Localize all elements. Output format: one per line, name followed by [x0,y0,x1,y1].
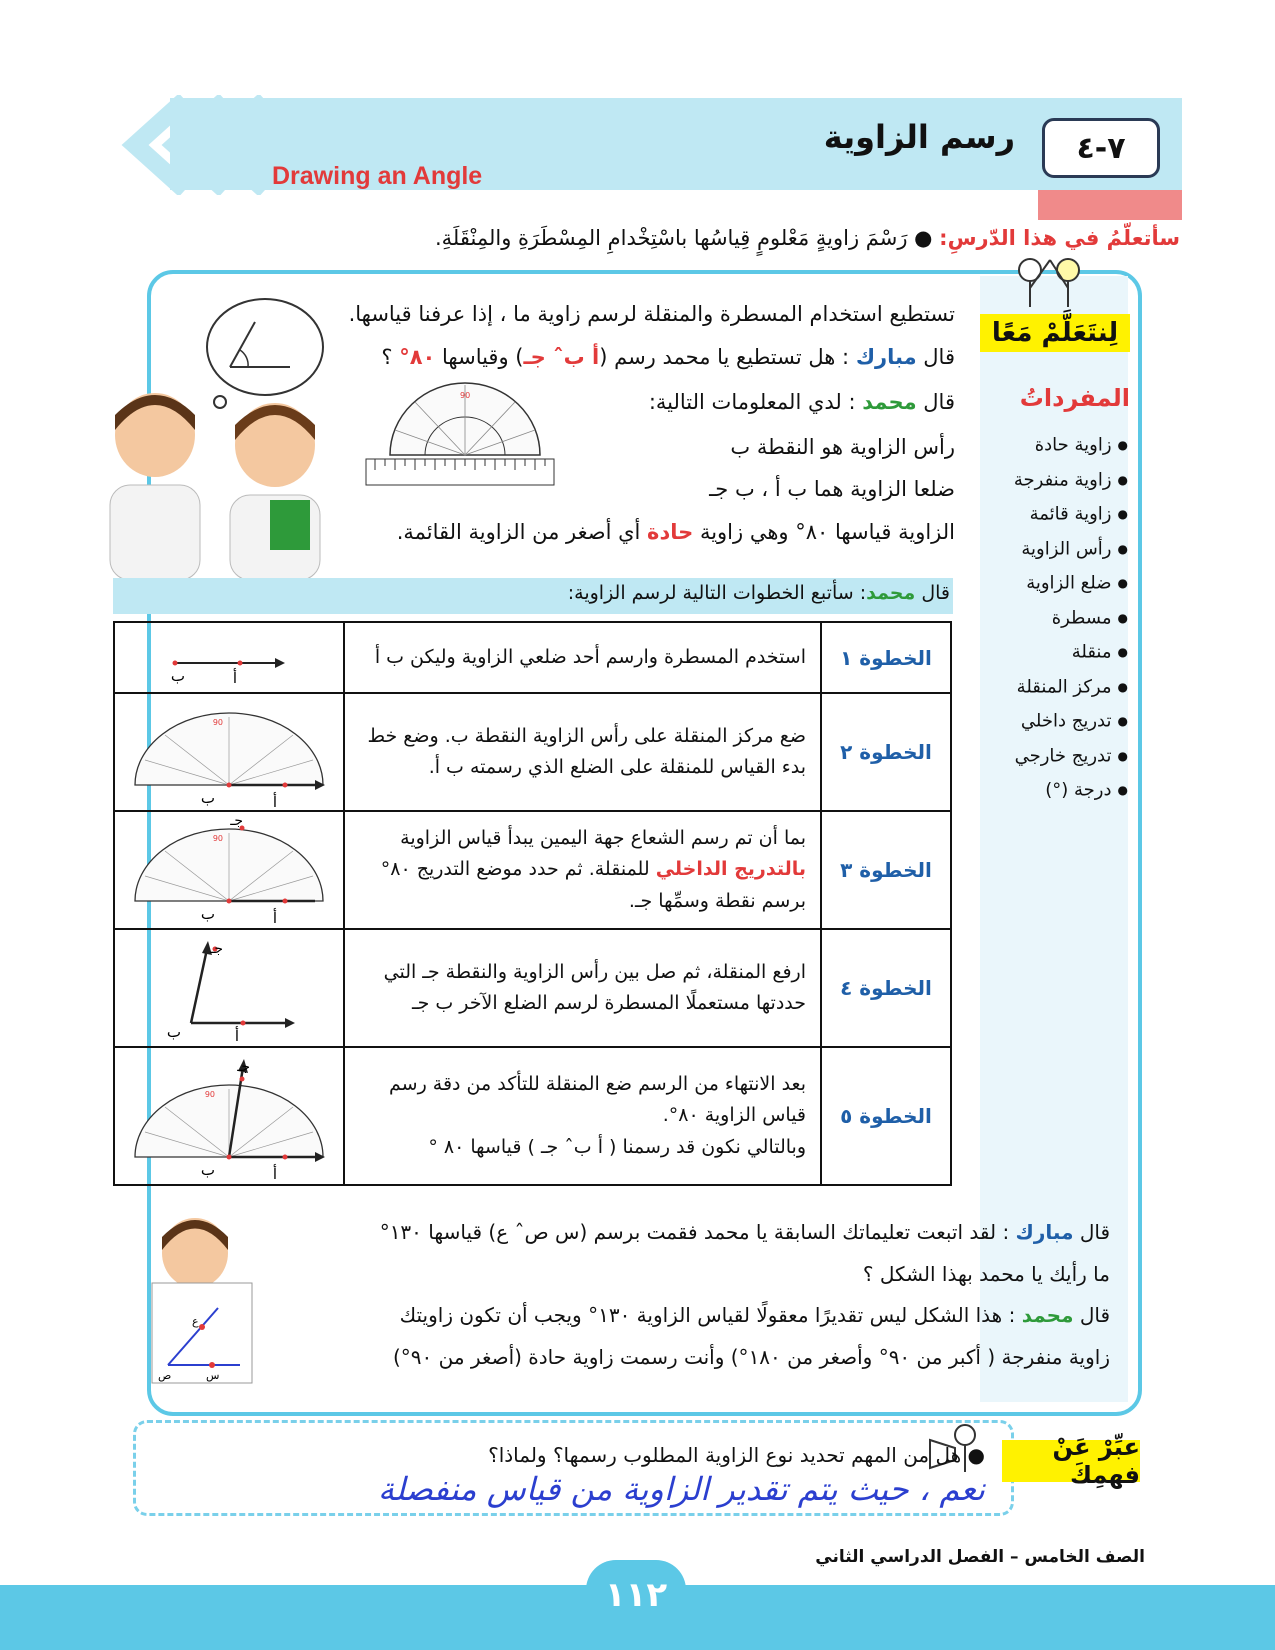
step-text-part: للمنقلة. ثم حدد موضع التدريج ٨٠° برسم نقطة وسمِّها جـ. [380,858,807,912]
step-label: الخطوة ٢ [821,693,951,811]
steps-intro [568,582,950,604]
express-understanding-label: عبِّرْ عَنْ فهمِكَ [1002,1440,1140,1482]
ruler-illustration [365,458,555,488]
intro-text: : هل تستطيع يا محمد رسم ( [599,345,850,369]
page-number: ١١٢ [586,1560,686,1630]
table-row [114,811,951,929]
intro-text: : لدي المعلومات التالية: [648,390,856,414]
label-b: ب [200,904,216,923]
label-c: جـ [230,812,244,829]
table-row [114,1047,951,1185]
vocabulary-item: ● تدريج خارجي [1014,739,1128,774]
intro-text: الزاوية قياسها ٨٠° وهي زاوية [699,520,955,544]
label-a: أ [234,1026,240,1045]
protractor-illustration [385,380,545,460]
dialogue-line [400,1303,1110,1327]
boy-thinking-illustration [100,390,210,580]
table-row [114,622,951,693]
intro-line: تستطيع استخدام المسطرة والمنقلة لرسم زاوية ما ، إذا عرفنا قياسها. [348,302,955,326]
label-a: أ [272,792,278,810]
step3-figure [115,813,343,928]
steps-intro-text: : سأتبع الخطوات التالية لرسم الزاوية: [567,582,867,604]
intro-text: أي أصغر من الزاوية القائمة. [396,520,641,544]
table-row [114,693,951,811]
protractor-mark: 90 [460,391,471,400]
vocabulary-item: ● مسطرة [1014,601,1128,636]
step-label: الخطوة ١ [821,622,951,693]
step-text [344,1047,821,1185]
label-a: أ [232,668,238,687]
label-b: ب [170,666,186,685]
step-figure [114,811,344,929]
dialogue-text: : هذا الشكل ليس تقديرًا معقولًا لقياس الزاوية ١٣٠° ويجب أن تكون زاويتك [399,1303,1016,1327]
objective-text: ● رَسْمَ زاويةٍ مَعْلومٍ قِياسُها باسْتِخْدامِ المِسْطَرَةِ والمِنْقَلَةِ. [434,226,933,250]
label-b: ب [166,1022,182,1041]
said-word: قال [1079,1220,1110,1244]
step-text: ارفع المنقلة، ثم صل بين رأس الزاوية والنقطة جـ التي حددتها مستعملًا المسطرة لرسم الضلع الآخر ب جـ [344,929,821,1047]
vocabulary-item: ● منقلة [1014,635,1128,670]
vocabulary-item: ● درجة (°) [1014,773,1128,808]
step-label: الخطوة ٤ [821,929,951,1047]
dialogue-line: ما رأيك يا محمد بهذا الشكل ؟ [862,1262,1110,1286]
vocabulary-title: المفرداتُ [1019,384,1130,412]
boy-with-board-illustration [140,1215,260,1385]
label-b: ب [200,1160,216,1179]
intro-line: رأس الزاوية هو النقطة ب [730,435,955,459]
acute-word: حادة [647,520,694,544]
label-c: جـ [210,940,224,957]
page-title-en: Drawing an Angle [272,162,483,190]
said-word: قال [923,345,955,369]
speaker-mohammed: محمد [866,582,916,604]
vocabulary-item: ● ضلع الزاوية [1014,566,1128,601]
step-text [344,811,821,929]
step-figure [114,622,344,693]
objective [435,226,1180,250]
step-text: ضع مركز المنقلة على رأس الزاوية النقطة ب. وضع خط بدء القياس للمنقلة على الضلع الذي رسمته ب أ. [344,693,821,811]
label-c: جـ [237,1058,251,1075]
angle-value: ٨٠° [399,345,436,369]
intro-line: ضلعا الزاوية هما ب أ ، ب جـ [709,477,955,501]
vocabulary-item: ● زاوية قائمة [1014,497,1128,532]
boy-with-book-illustration [215,400,325,580]
label-a: أ [272,1164,278,1183]
speaker-mubarak: مبارك [855,345,917,369]
speaker-mohammed: محمد [1021,1303,1074,1327]
step4-figure [115,931,343,1046]
said-word: قال [921,582,950,604]
step2-figure [115,695,343,810]
footer-grade: الصف الخامس – الفصل الدراسي الثاني [815,1547,1145,1567]
lesson-number: ٧-٤ [1042,118,1160,178]
step-label: الخطوة ٥ [821,1047,951,1185]
objective-label: سأتعلّمُ في هذا الدّرسِ: [939,226,1180,250]
speaker-mubarak: مبارك [1015,1220,1074,1244]
intro-line [397,520,955,544]
express-question: ● هل من المهم تحديد نوع الزاوية المطلوب رسمها؟ ولماذا؟ [488,1443,985,1467]
label-a: أ [272,908,278,927]
inner-scale-term: بالتدريج الداخلي [655,858,807,881]
steps-table [113,621,952,1186]
intro-line [649,390,955,414]
vocabulary-item: ● زاوية حادة [1014,428,1128,463]
handwritten-answer: نعم ، حيث يتم تقدير الزاوية من قياس منفصلة [378,1470,985,1508]
step-text-part: بعد الانتهاء من الرسم ضع المنقلة للتأكد من دقة رسم قياس الزاوية ٨٠°. [389,1072,807,1127]
vocabulary-item: ● زاوية منفرجة [1014,463,1128,498]
vocabulary-list [1014,428,1128,808]
said-word: قال [1079,1303,1110,1327]
protractor-mark: 90 [204,1089,216,1099]
vocabulary-item: ● رأس الزاوية [1014,532,1128,567]
label-sad: ص [158,1369,172,1382]
page-title: رسم الزاوية [823,118,1015,156]
intro-text: ؟ [381,345,393,369]
learn-together-label: لِنتَعَلَّمْ مَعًا [980,314,1130,352]
angle-name: أ بˆ جـ [523,345,600,369]
thought-bubble-angle [200,292,330,412]
intro-text: ) وقياسها [442,345,524,369]
protractor-mark: 90 [212,833,224,843]
label-ain: ع [192,1315,199,1328]
label-b: ب [200,788,216,807]
label-s: س [206,1369,220,1382]
table-row [114,929,951,1047]
step-text-part: بما أن تم رسم الشعاع جهة اليمين يبدأ قياس الزاوية [400,826,807,849]
header-tab [1038,190,1182,220]
kids-icon [1000,252,1100,312]
step-label: الخطوة ٣ [821,811,951,929]
step-text: استخدم المسطرة وارسم أحد ضلعي الزاوية وليكن ب أ [344,622,821,693]
step-figure [114,693,344,811]
vocabulary-item: ● تدريج داخلي [1014,704,1128,739]
step5-figure [115,1049,343,1184]
protractor-mark: 90 [212,717,224,727]
step-figure [114,1047,344,1185]
step1-figure [115,628,343,688]
vocabulary-item: ● مركز المنقلة [1014,670,1128,705]
dialogue-text: : لقد اتبعت تعليماتك السابقة يا محمد فقمت برسم (س صˆ ع) قياسها ١٣٠° [379,1220,1010,1244]
intro-line [381,345,955,369]
step-figure [114,929,344,1047]
speaker-mohammed: محمد [862,390,917,414]
said-word: قال [923,390,955,414]
step-text-part: وبالتالي نكون قد رسمنا ( أ بˆ جـ ) قياسها ٨٠ ° [428,1135,807,1158]
dialogue-line: زاوية منفرجة ( أكبر من ٩٠° وأصغر من ١٨٠°) وأنت رسمت زاوية حادة (أصغر من ٩٠°) [392,1345,1110,1369]
dialogue-line [380,1220,1110,1244]
